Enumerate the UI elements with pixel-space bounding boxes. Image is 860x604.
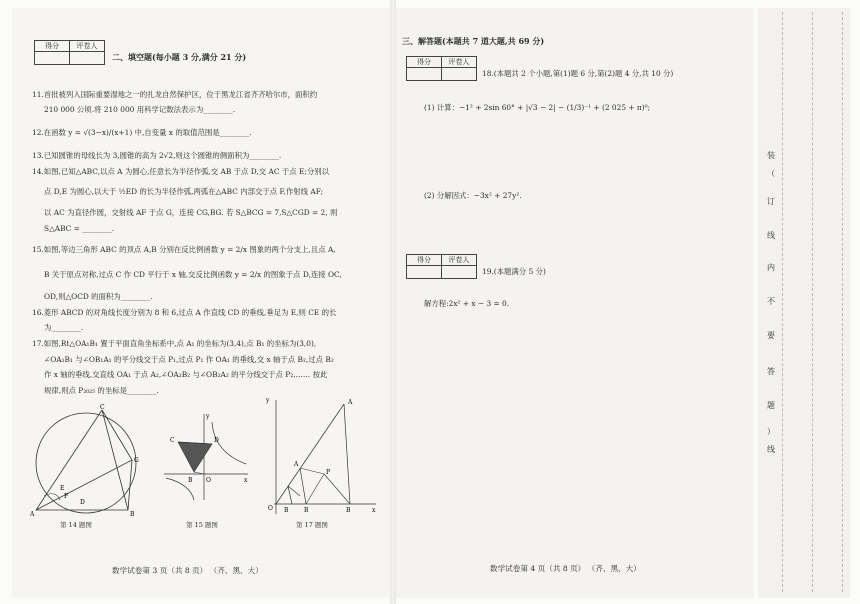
question-18-part1: (1) 计算：−1² + 2sin 60° + |√3 − 2| − (1/3)⁻¹ + (2 025 + π)⁰; bbox=[424, 103, 651, 112]
binding-char: 线 bbox=[767, 445, 775, 454]
caption-figure-15: 第 15 题图 bbox=[186, 521, 218, 529]
binding-char: 线 bbox=[767, 231, 775, 240]
binding-char: 内 bbox=[767, 263, 775, 272]
score-label: 得分 bbox=[407, 255, 442, 266]
question-14-line4: S△ABC = ________. bbox=[44, 224, 115, 233]
question-15-line1: 15.如图,等边三角形 ABC 的顶点 A,B 分别在反比例函数 y = 2/x 图象的两个分支上,且点 A, bbox=[32, 245, 336, 254]
grader-label: 评卷人 bbox=[442, 255, 477, 266]
question-13: 13.已知圆锥的母线长为 3,圆锥的高为 2√2,则这个圆锥的侧面积为________. bbox=[32, 151, 282, 160]
section-title: 三、解答题(本题共 7 道大题,共 69 分) bbox=[402, 36, 545, 46]
question-19-body: 解方程:2x² + x − 3 = 0. bbox=[424, 299, 510, 308]
question-14-line1: 14.如图,已知△ABC,以点 A 为圆心,任意长为半径作弧,交 AB 于点 D,交 AC 于点 E;分别以 bbox=[32, 167, 330, 176]
question-14-line3: 以 AC 为直径作圆，交射线 AF 于点 G，连接 CG,BG. 若 S△BCG = 7,S△CGD = 2, 则 bbox=[44, 208, 338, 217]
question-17-line3: 作 x 轴的垂线,交直线 OA₁ 于点 A₂,∠OA₂B₂ 与∠OB₂A₂ 的平分线交于点 P₂,…… 按此 bbox=[44, 370, 328, 379]
question-17-line1: 17.如图,Rt△OA₁B₁ 置于平面直角坐标系中,点 A₁ 的坐标为(3,4),点 B₁ 的坐标为(3,0), bbox=[32, 339, 317, 348]
caption-figure-17: 第 17 题图 bbox=[296, 521, 328, 529]
binding-char: 题 bbox=[767, 401, 775, 410]
binding-char: 不 bbox=[767, 297, 775, 306]
score-cell[interactable] bbox=[35, 52, 70, 65]
label-x: x bbox=[372, 507, 376, 514]
label-B3: B bbox=[346, 507, 351, 514]
label-E: E bbox=[60, 485, 65, 492]
binding-char: 要 bbox=[767, 331, 775, 340]
label-B1: B bbox=[284, 507, 289, 514]
label-B: B bbox=[188, 477, 193, 484]
question-11-line2: 210 000 公顷.将 210 000 用科学记数法表示为________. bbox=[44, 105, 236, 114]
question-14-line2: 点 D,E 为圆心,以大于 ½ED 的长为半径作弧,两弧在△ABC 内部交于点 F,作射线 AF; bbox=[44, 187, 324, 196]
grader-cell[interactable] bbox=[70, 52, 105, 65]
label-O: O bbox=[206, 477, 211, 484]
label-x: x bbox=[244, 477, 248, 484]
binding-char: ） bbox=[767, 427, 775, 436]
binding-dashed-line bbox=[812, 12, 813, 592]
label-O: O bbox=[268, 505, 273, 512]
grader-cell[interactable] bbox=[442, 68, 477, 81]
score-cell[interactable] bbox=[407, 68, 442, 81]
label-C: C bbox=[170, 437, 175, 444]
label-y: y bbox=[206, 413, 210, 420]
question-19-head: 19.(本题满分 5 分) bbox=[482, 267, 546, 276]
question-17-line2: ∠OA₁B₁ 与∠OB₁A₁ 的平分线交于点 P₁,过点 P₁ 作 OA₁ 的垂线,交 x 轴于点 B₂,过点 B₂ bbox=[44, 355, 334, 364]
page-footer-left: 数学试卷第 3 页（共 8 页） （齐、黑、大） bbox=[112, 566, 263, 575]
question-15-line2: B 关于原点对称,过点 C 作 CD 平行于 x 轴,交反比例函数 y = 2/x 的图象于点 D,连接 OC, bbox=[44, 270, 342, 279]
binding-dashed-line bbox=[842, 12, 843, 592]
score-cell[interactable] bbox=[407, 266, 442, 279]
grader-label: 评卷人 bbox=[442, 57, 477, 68]
label-F: F bbox=[64, 493, 69, 500]
binding-char: 装 bbox=[767, 151, 775, 160]
question-17-line4: 规律,则点 P₂₀₂₅ 的坐标是________. bbox=[44, 386, 159, 395]
label-A2: A bbox=[294, 461, 299, 468]
score-box-left bbox=[34, 40, 105, 65]
question-18-head: 18.(本题共 2 个小题,第(1)题 6 分,第(2)题 4 分,共 10 分) bbox=[482, 69, 674, 78]
section-title: 二、填空题(每小题 3 分,满分 21 分) bbox=[112, 52, 247, 62]
label-A3: A bbox=[348, 399, 353, 406]
question-16-line2: 为________. bbox=[44, 323, 84, 332]
binding-char: （ bbox=[767, 169, 775, 178]
label-P: P bbox=[326, 469, 331, 476]
page-footer-right: 数学试卷第 4 页（共 8 页） （齐、黑、大） bbox=[490, 564, 641, 573]
binding-char: 答 bbox=[767, 367, 775, 376]
figure-17 bbox=[264, 396, 382, 516]
grader-label: 评卷人 bbox=[70, 41, 105, 52]
figure-14 bbox=[30, 404, 148, 522]
score-box-q18 bbox=[406, 56, 477, 81]
label-B2: B bbox=[304, 507, 309, 514]
label-G: G bbox=[134, 457, 139, 464]
binding-dashed-line bbox=[782, 12, 783, 592]
score-label: 得分 bbox=[407, 57, 442, 68]
question-11-line1: 11.首批被列入国际重要湿地之一的扎龙自然保护区，位于黑龙江省齐齐哈尔市，面积约 bbox=[32, 90, 318, 99]
label-B: B bbox=[130, 511, 135, 518]
question-12: 12.在函数 y = √(3−x)/(x+1) 中,自变量 x 的取值范围是________. bbox=[32, 128, 252, 137]
label-C: C bbox=[100, 404, 105, 411]
grader-cell[interactable] bbox=[442, 266, 477, 279]
caption-figure-14: 第 14 题图 bbox=[60, 521, 92, 529]
figure-15 bbox=[160, 412, 252, 502]
score-label: 得分 bbox=[35, 41, 70, 52]
label-y: y bbox=[266, 397, 270, 404]
score-box-q19 bbox=[406, 254, 477, 279]
question-15-line3: OD,则△OCD 的面积为________. bbox=[44, 292, 153, 301]
label-D: D bbox=[80, 499, 85, 506]
label-A: A bbox=[30, 511, 35, 518]
label-D: D bbox=[214, 437, 219, 444]
question-18-part2: (2) 分解因式：−3x² + 27y². bbox=[424, 191, 522, 200]
question-16-line1: 16.菱形 ABCD 的对角线长度分别为 8 和 6,过点 A 作直线 CD 的垂线,垂足为 E,则 CE 的长 bbox=[32, 308, 337, 317]
binding-char: 订 bbox=[767, 197, 775, 206]
